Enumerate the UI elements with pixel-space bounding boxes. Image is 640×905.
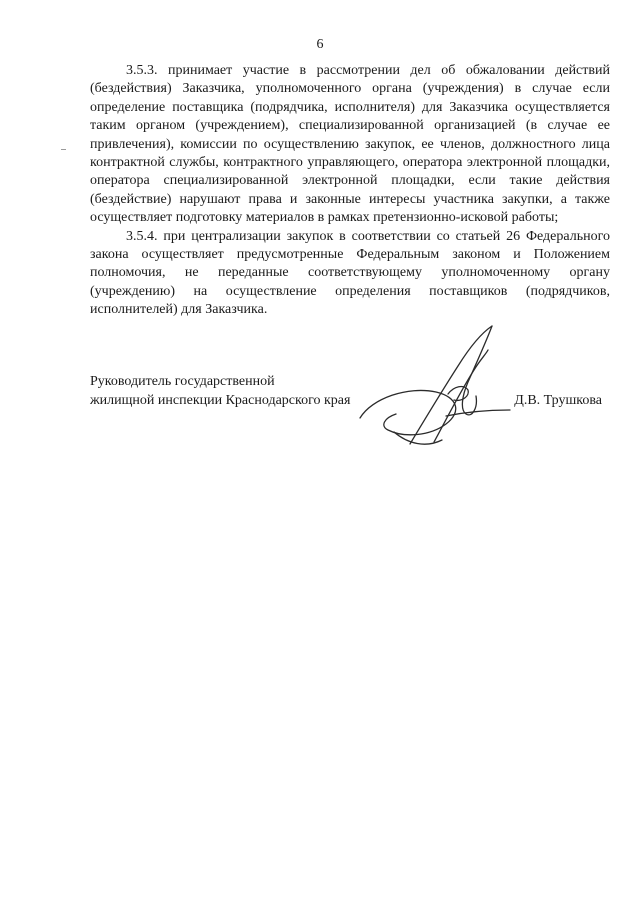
paragraph-3-5-3: 3.5.3. принимает участие в рассмотрении дел об обжаловании действий (бездействия) Заказчика, уполномоченного органа (учреждения) в случае если определение поставщика (подрядчика, исполнителя) для Заказчика осуществляется таким органом (учреждением), специализированной организацией (в случае ее привлечения), комиссии по осуществлению закупок, ее членов, должностного лица контрактной службы, контрактного управляющего, оператора электронной площадки, оператора специализированной электронной площадки, если такие действия (бездействие) нарушают права и законные интересы участника закупки, а также осуществляет подготовку материалов в рамках претензионно-исковой работы;: [90, 63, 610, 226]
page-number: 6: [316, 37, 324, 52]
handwritten-signature: [350, 320, 520, 460]
signatory-title-line-1: Руководитель государственной: [90, 374, 275, 389]
scan-mark: [61, 149, 66, 150]
paragraph-3-5-4: 3.5.4. при централизации закупок в соответствии со статьей 26 Федерального закона осуществляет предусмотренные Федеральным законом и Положением полномочия, не переданные соответствующему уполномоченному органу (учреждению) на осуществление определения поставщиков (подрядчиков, исполнителей) для Заказчика.: [90, 228, 610, 318]
signatory-name: Д.В. Трушкова: [514, 393, 602, 408]
signatory-title-line-2: жилищной инспекции Краснодарского края: [90, 393, 351, 408]
document-body: [90, 62, 610, 320]
